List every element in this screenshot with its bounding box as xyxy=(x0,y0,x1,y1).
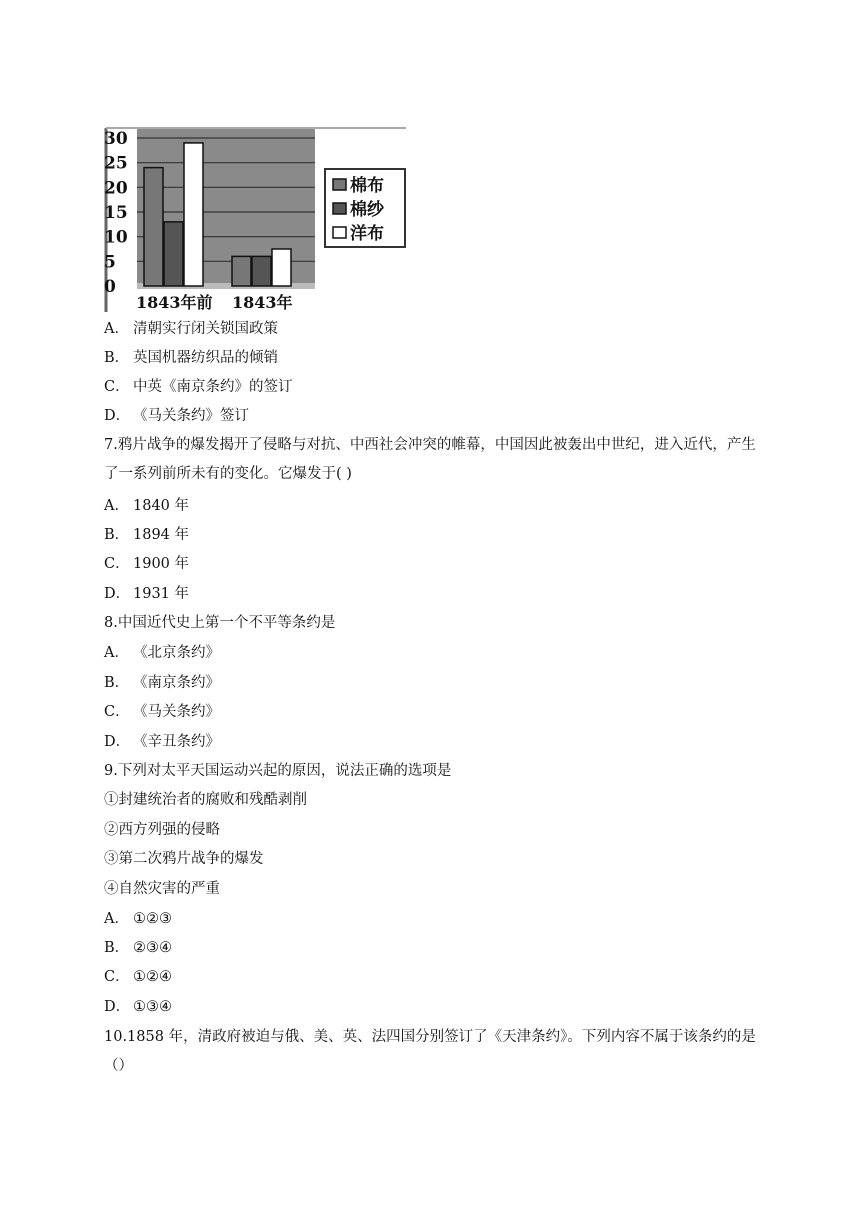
y-tick-label: 5 xyxy=(104,252,116,273)
option-letter: A． xyxy=(104,645,129,661)
q6-option-c[interactable] xyxy=(104,378,293,396)
option-letter: B． xyxy=(104,940,130,956)
q9-option-a[interactable] xyxy=(104,910,172,928)
cloth-import-bar-chart xyxy=(102,126,408,314)
q9-item-2: ②西方列强的侵略 xyxy=(104,822,220,838)
option-text: ①③④ xyxy=(133,999,172,1015)
option-letter: C． xyxy=(104,704,130,720)
q9-stem: 9.下列对太平天国运动兴起的原因，说法正确的选项是 xyxy=(104,763,452,779)
q7-option-a[interactable] xyxy=(104,497,189,515)
q8-option-b[interactable] xyxy=(104,674,220,692)
option-text: ①②④ xyxy=(133,969,172,985)
y-tick-label: 30 xyxy=(104,129,128,149)
option-letter: C． xyxy=(104,556,130,572)
legend-label: 棉布 xyxy=(350,176,384,196)
option-text: 《北京条约》 xyxy=(133,645,220,661)
q9-item-3: ③第二次鸦片战争的爆发 xyxy=(104,851,264,867)
option-text: 《南京条约》 xyxy=(133,675,220,691)
option-text: 1894 年 xyxy=(133,527,190,543)
x-tick-label: 1843年 xyxy=(232,293,293,312)
option-letter: C． xyxy=(104,969,130,985)
option-letter: D． xyxy=(104,586,131,602)
legend-label: 洋布 xyxy=(350,224,384,244)
option-letter: B． xyxy=(104,675,130,691)
q9-item-1: ①封建统治者的腐败和残酷剥削 xyxy=(104,792,307,808)
bar-棉布-1843年 xyxy=(232,256,251,286)
option-text: 《马关条约》签订 xyxy=(133,408,249,424)
option-letter: A． xyxy=(104,498,129,514)
option-letter: D． xyxy=(104,999,131,1015)
legend-swatch xyxy=(333,227,346,238)
q9-item-4: ④自然灾害的严重 xyxy=(104,881,220,897)
option-text: ①②③ xyxy=(133,911,172,927)
legend-swatch xyxy=(333,179,346,190)
q8-option-d[interactable] xyxy=(104,733,220,751)
option-text: 《马关条约》 xyxy=(133,704,220,720)
option-text: 《辛丑条约》 xyxy=(133,734,220,750)
q8-option-c[interactable] xyxy=(104,703,220,721)
y-tick-label: 15 xyxy=(104,203,128,223)
option-text: 英国机器纺织品的倾销 xyxy=(133,350,278,366)
q6-option-b[interactable] xyxy=(104,349,278,367)
bar-洋布-1843年前 xyxy=(184,143,203,286)
q10-stem: 10.1858 年，清政府被迫与俄、美、英、法四国分别签订了《天津条约》。下列内容不属于该条约的是（） xyxy=(104,1029,756,1074)
x-tick-label: 1843年前 xyxy=(136,293,213,312)
option-letter: B． xyxy=(104,527,130,543)
option-text: 清朝实行闭关锁国政策 xyxy=(133,321,278,337)
q7-option-c[interactable] xyxy=(104,555,189,573)
x-tick-labels xyxy=(136,293,293,312)
option-text: 1931 年 xyxy=(133,586,190,602)
q7-option-b[interactable] xyxy=(104,526,189,544)
bar-棉布-1843年前 xyxy=(144,168,163,286)
option-text: 中英《南京条约》的签订 xyxy=(133,379,293,395)
y-tick-label: 25 xyxy=(104,153,128,174)
q8-stem: 8.中国近代史上第一个不平等条约是 xyxy=(104,615,336,631)
y-tick-label: 10 xyxy=(104,227,128,248)
y-tick-label: 20 xyxy=(104,178,128,199)
option-letter: D． xyxy=(104,734,131,750)
y-tick-label: 0 xyxy=(104,277,116,297)
option-text: 1900 年 xyxy=(133,556,190,572)
bar-棉纱-1843年 xyxy=(252,256,271,286)
option-letter: B． xyxy=(104,350,130,366)
q7-option-d[interactable] xyxy=(104,585,189,603)
legend xyxy=(325,169,405,247)
option-letter: A． xyxy=(104,321,129,337)
option-letter: A． xyxy=(104,911,129,927)
q9-option-c[interactable] xyxy=(104,968,172,986)
q9-option-d[interactable] xyxy=(104,998,172,1016)
q6-option-d[interactable] xyxy=(104,407,249,425)
option-text: 1840 年 xyxy=(133,498,190,514)
q7-stem: 7.鸦片战争的爆发揭开了侵略与对抗、中西社会冲突的帷幕，中国因此被轰出中世纪，进入近代，产生了一系列前所未有的变化。它爆发于( ) xyxy=(104,437,756,482)
y-tick-labels xyxy=(104,129,128,297)
option-text: ②③④ xyxy=(133,940,172,956)
legend-swatch xyxy=(333,203,346,214)
q6-option-a[interactable] xyxy=(104,320,278,338)
q8-option-a[interactable] xyxy=(104,644,220,662)
option-letter: D． xyxy=(104,408,131,424)
bar-洋布-1843年 xyxy=(272,249,291,286)
legend-label: 棉纱 xyxy=(350,200,384,220)
q9-option-b[interactable] xyxy=(104,939,172,957)
bar-棉纱-1843年前 xyxy=(164,222,183,286)
option-letter: C． xyxy=(104,379,130,395)
